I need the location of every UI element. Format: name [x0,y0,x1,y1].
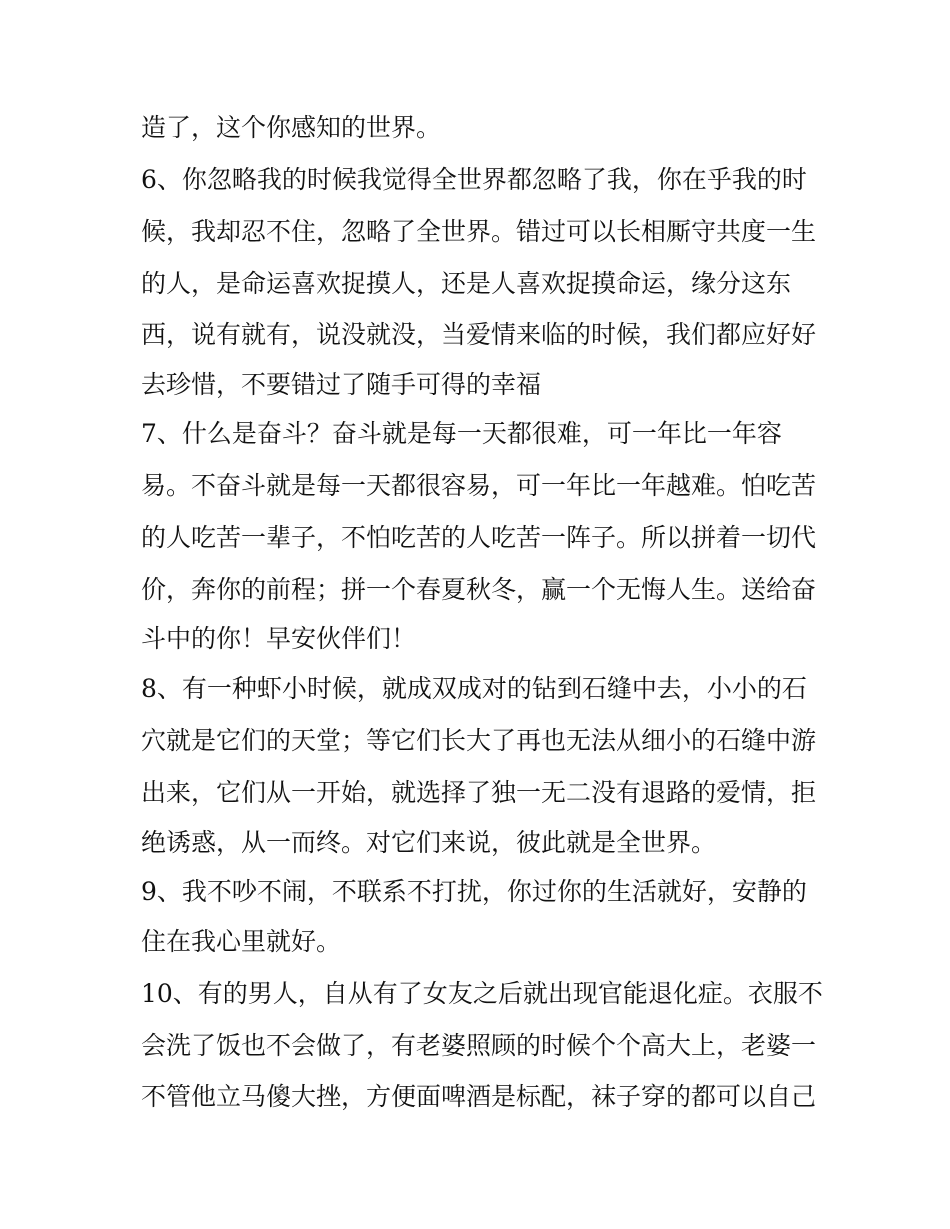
text-line: 去珍惜，不要错过了随手可得的幸福 [141,370,542,399]
text-line: 西，说有就有，说没就没，当爱情来临的时候，我们都应好好 [141,320,817,349]
text-line: 出来，它们从一开始，就选择了独一无二没有退路的爱情，拒 [141,778,817,807]
text-line: 绝诱惑，从一而终。对它们来说，彼此就是全世界。 [141,828,717,857]
text-line: 穴就是它们的天堂；等它们长大了再也无法从细小的石缝中游 [141,726,817,755]
text-line: 造了，这个你感知的世界。 [141,113,442,142]
text-line: 不管他立马傻大挫，方便面啤酒是标配，袜子穿的都可以自己 [141,1082,817,1111]
text-line: 候，我却忍不住，忽略了全世界。错过可以长相厮守共度一生 [141,217,817,246]
text-line: 的人吃苦一辈子，不怕吃苦的人吃苦一阵子。所以拼着一切代 [141,523,817,552]
text-line: 10、有的男人，自从有了女友之后就出现官能退化症。衣服不 [141,979,823,1008]
text-line: 会洗了饭也不会做了，有老婆照顾的时候个个高大上，老婆一 [141,1031,817,1060]
text-line: 住在我心里就好。 [141,927,342,956]
text-line: 的人，是命运喜欢捉摸人，还是人喜欢捉摸命运，缘分这东 [141,269,792,298]
text-line: 8、有一种虾小时候，就成双成对的钻到石缝中去，小小的石 [141,674,807,703]
text-line: 9、我不吵不闹，不联系不打扰，你过你的生活就好，安静的 [141,877,807,906]
text-line: 易。不奋斗就是每一天都很容易，可一年比一年越难。怕吃苦 [141,471,817,500]
text-line: 6、你忽略我的时候我觉得全世界都忽略了我，你在乎我的时 [141,165,807,194]
text-line: 7、什么是奋斗？奋斗就是每一天都很难，可一年比一年容 [141,419,782,448]
text-line: 价，奔你的前程；拼一个春夏秋冬，赢一个无悔人生。送给奋 [141,575,817,604]
text-line: 斗中的你！早安伙伴们！ [141,624,417,653]
